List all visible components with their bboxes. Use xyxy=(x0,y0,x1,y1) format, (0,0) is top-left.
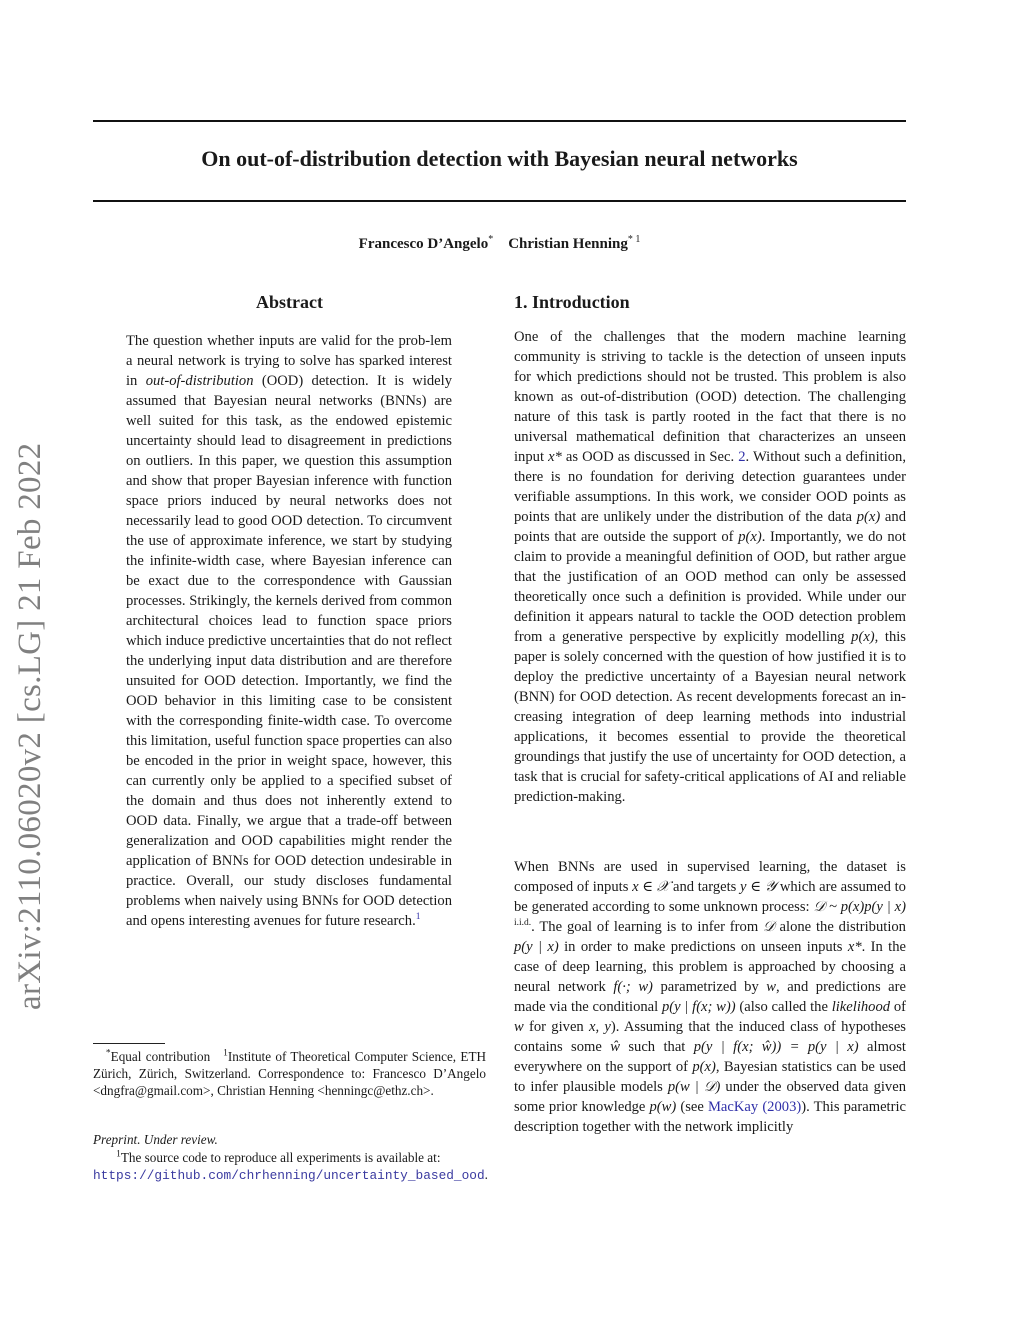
author-1-mark: * xyxy=(488,234,494,245)
intro-p2-text: alone the distribution xyxy=(774,919,906,935)
intro-p1-text: as OOD as discussed in Sec. xyxy=(561,449,739,465)
math-xy: x, y xyxy=(589,1019,611,1035)
intro-p1-text: . Without such a definition, there is no foundation for deriving detection guarantees under verifiable assumptions. In this work, we consider OOD points as points that are unlikely under the distribution of the data xyxy=(514,449,906,525)
math-p-y-given-x: p(y | x) xyxy=(514,939,559,955)
intro-p2-text: ). Assuming that the induced class of hypotheses contains some xyxy=(514,1019,906,1055)
intro-p1-text: , this paper is solely concerned with the question of how justified it is to deploy the predictive uncertainty of a Bayesian neural network (BNN) for OOD detection. As recent developments forecast an increasing integration of deep learning methods into industrial applications, it becomes essential to provide the theoretical groundings that justify the use of uncertainty for OOD detection, a task that is crucial for safety-critical applications of AI and reliable prediction-making. xyxy=(514,629,906,805)
math-prior: p(w) xyxy=(649,1099,677,1115)
math-x-star: x* xyxy=(847,939,862,955)
likelihood-term: likelihood xyxy=(831,999,891,1015)
abstract-text xyxy=(126,331,452,931)
section-2-link[interactable]: 2 xyxy=(738,449,746,465)
equal-contribution-note: Equal contribution xyxy=(110,1049,215,1064)
math-px: p(x) xyxy=(856,509,881,525)
citation-mackay-year[interactable]: (2003) xyxy=(762,1099,802,1115)
abstract-text-1: The question whether inputs are valid for the prob-lem a neural network is trying to solve has sparked interest in xyxy=(126,333,452,389)
intro-p2-text: almost everywhere on the support of xyxy=(514,1039,906,1075)
math-px: p(x) xyxy=(851,629,875,645)
abstract-ood-term: out-of-distribution xyxy=(145,373,254,389)
math-posterior: p(w | 𝒟) xyxy=(667,1079,721,1095)
author-list xyxy=(93,236,906,253)
citation-mackay[interactable]: MacKay xyxy=(707,1099,759,1115)
affiliation-footnote xyxy=(93,1048,486,1099)
intro-p2-text: parametrized by xyxy=(652,979,767,995)
math-conditional: p(y | f(x; w)) xyxy=(661,999,736,1015)
math-x-star: x* xyxy=(548,449,562,465)
author-2-mark: * 1 xyxy=(627,234,641,245)
intro-p2-text: ). This parametric description together with the network implicitly xyxy=(514,1099,907,1135)
math-px: p(x) xyxy=(738,529,762,545)
math-dataset: 𝒟 xyxy=(763,919,775,935)
intro-p2-text: which are assumed to be generated according to some unknown process: xyxy=(514,879,906,915)
intro-paragraph-1 xyxy=(514,327,906,807)
paper-title: On out-of-distribution detection with Bayesian neural networks xyxy=(201,146,798,171)
intro-p2-text: . In the case of deep learning, this problem is approached by choosing a neural network xyxy=(514,939,907,995)
intro-p1-text: . Importantly, we do not claim to provide a meaningful definition of OOD, but rather argue that the justification of an OOD method can only be assessed theoretically once such a definition is provided. While under our definition it appears natural to tackle the OOD detection problem from a generative perspective by explicitly modelling xyxy=(514,529,907,645)
intro-p2-text: , Bayesian statistics can be used to infer plausible models xyxy=(514,1059,906,1095)
affiliation-text: Institute of Theoretical Computer Science, ETH Zürich, Zürich, Switzerland. Correspondence to: Francesco D’Angelo <dngfra@gmail.com>, Christian Henning <henningc@ethz.ch>. xyxy=(93,1049,487,1098)
title-rule-bottom xyxy=(93,200,906,202)
math-px: p(x) xyxy=(692,1059,716,1075)
source-code-text: The source code to reproduce all experiments is available at: xyxy=(120,1150,441,1165)
math-iid-label: i.i.d. xyxy=(514,918,532,929)
affiliation-mark: 1 xyxy=(223,1048,228,1059)
intro-p2-text: such that xyxy=(619,1039,694,1055)
intro-p2-text: for given xyxy=(523,1019,589,1035)
intro-p2-text: . The goal of learning is to infer from xyxy=(531,919,764,935)
intro-p2-text: (see xyxy=(676,1099,708,1115)
intro-paragraph-2 xyxy=(514,857,906,1137)
math-w: w xyxy=(766,979,777,995)
intro-p2-text: , and predictions are made via the conditional xyxy=(514,979,906,1015)
source-code-link[interactable]: https://github.com/chrhenning/uncertainty_based_ood xyxy=(93,1168,485,1183)
author-1: Francesco D’Angelo xyxy=(358,236,489,252)
abstract-text-2: (OOD) detection. It is widely assumed that Bayesian neural networks (BNNs) are well suited for this task, as the endowed epistemic uncertainty should lead to disagreement in predictions on outliers. In this paper, we question this assumption and show that proper Bayesian inference with function space priors induced by neural networks does not necessarily lead to good OOD detection. To circumvent the use of approximate inference, we start by studying the infinite-width case, where Bayesian inference can be exact due to the correspondence with Gaussian processes. Strikingly, the kernels derived from common architectural choices lead to function space priors which induce predictive uncertainties that do not reflect the underlying input data distribution and are therefore unsuited for OOD detection. Importantly, we find the OOD behavior in this limiting case to be consistent with the corresponding finite-width case. To overcome this limitation, useful function space properties can also be encoded in the prior in weight space, however, this can currently only be applied to a specified subset of the domain and thus does not inherently extend to OOD data. Finally, we argue that a trade-off between generalization and OOD capabilities might render the application of BNNs for OOD detection undesirable in practice. Overall, our study discloses fundamental problems when naively using BNNs for OOD detection and opens interesting avenues for future research. xyxy=(126,373,452,929)
source-code-mark: 1 xyxy=(116,1149,121,1160)
intro-p2-text: (also called the xyxy=(735,999,832,1015)
footnote-rule xyxy=(93,1043,165,1044)
intro-p1-text: and points that are outside the support of xyxy=(514,509,906,545)
math-x-in-X: x ∈ 𝒳 xyxy=(632,879,670,895)
intro-p2-text: under the observed data given some prior knowledge xyxy=(514,1079,906,1115)
intro-p2-text: and targets xyxy=(669,879,741,895)
abstract-heading: Abstract xyxy=(256,292,323,312)
math-process: 𝒟 ~ p(x)p(y | x) xyxy=(813,899,906,915)
equal-contribution-mark: * xyxy=(105,1048,111,1059)
intro-p2-text: When BNNs are used in supervised learning, the dataset is composed of inputs xyxy=(514,859,906,895)
arxiv-identifier[interactable]: arXiv:2110.06020v2 [cs.LG] 21 Feb 2022 xyxy=(12,442,48,1010)
math-w-hat: ŵ xyxy=(610,1039,620,1055)
abstract-footnote-link[interactable]: 1 xyxy=(415,912,421,923)
source-code-footnote xyxy=(93,1149,486,1184)
title-rule-top xyxy=(93,120,906,122)
math-w: w xyxy=(514,1019,524,1035)
introduction-heading: 1. Introduction xyxy=(514,292,630,312)
intro-p2-text: of xyxy=(890,999,906,1015)
source-code-period: . xyxy=(484,1167,488,1182)
intro-p1-text: One of the challenges that the modern machine learning community is striving to tackle is the detection of unseen inputs for which predictions should not be trusted. This problem is also known as out-of-distribution (OOD) detection. The challenging nature of this task is partly rooted in the fact that there is no universal mathematical definition that characterizes an unseen input xyxy=(514,329,906,465)
preprint-note: Preprint. Under review. xyxy=(93,1132,218,1147)
author-2: Christian Henning xyxy=(508,236,628,252)
math-equality: p(y | f(x; ŵ)) = p(y | x) xyxy=(693,1039,859,1055)
math-network: f(·; w) xyxy=(613,979,653,995)
math-y-in-Y: y ∈ 𝒴 xyxy=(740,879,777,895)
intro-p2-text: in order to make predictions on unseen inputs xyxy=(558,939,848,955)
